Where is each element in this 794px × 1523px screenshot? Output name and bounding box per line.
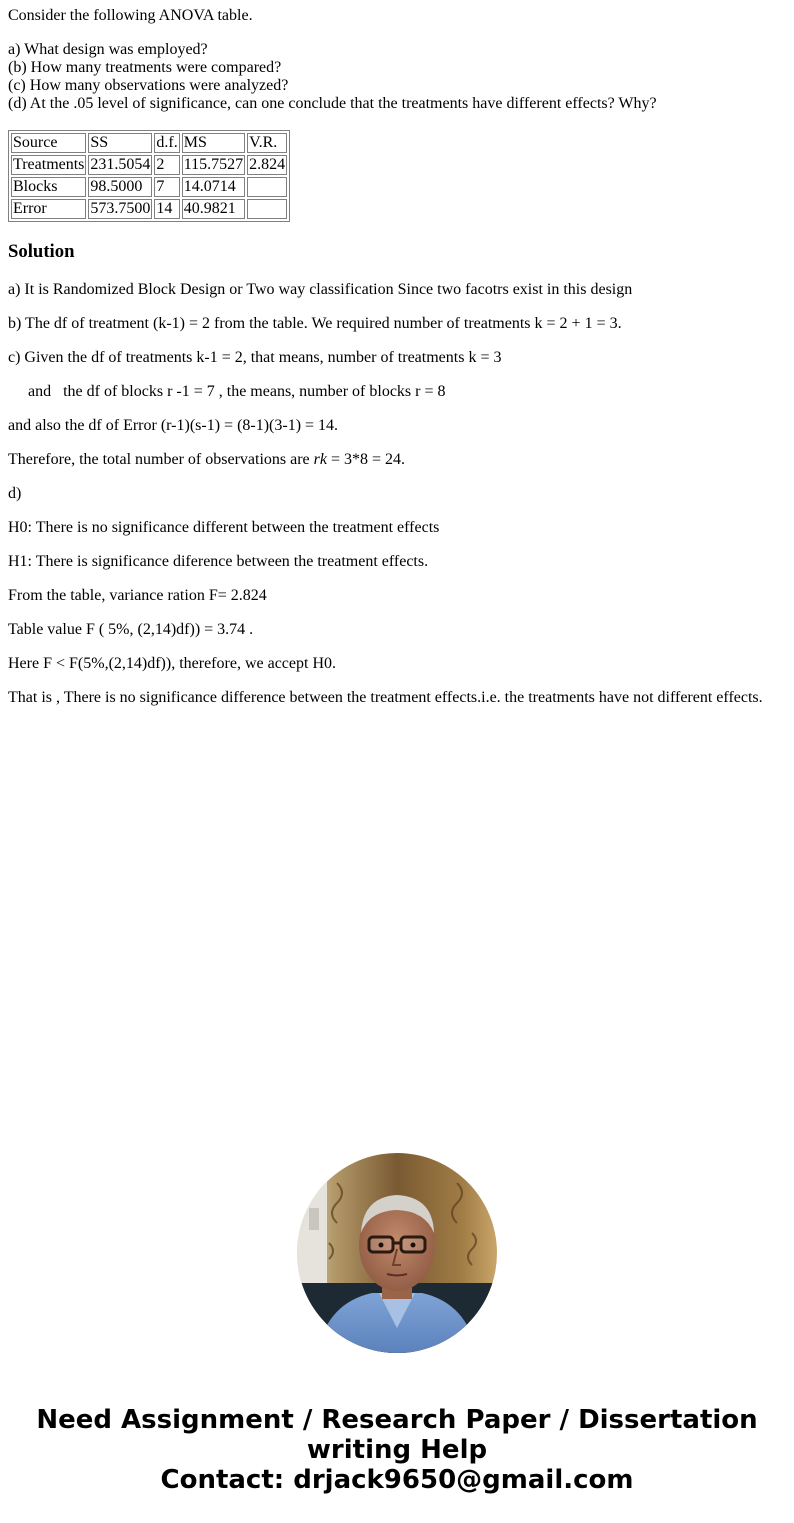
author-avatar: [297, 1153, 497, 1353]
table-cell: 98.5000: [88, 177, 152, 197]
total-suffix: = 3*8 = 24.: [326, 451, 406, 468]
table-header-row: [11, 133, 287, 153]
solution-part-b: b) The df of treatment (k-1) = 2 from the table. We required number of treatments k = 2 + 1 = 3.: [8, 315, 622, 332]
table-cell: Blocks: [11, 177, 86, 197]
solution-part-c: c) Given the df of treatments k-1 = 2, that means, number of treatments k = 3: [8, 349, 502, 366]
solution-part-c-error: and also the df of Error (r-1)(s-1) = (8-1)(3-1) = 14.: [8, 417, 339, 434]
header-cell-ss: SS: [88, 133, 152, 153]
table-cell: 7: [154, 177, 179, 197]
table-row: [11, 199, 287, 219]
table-cell: 115.7527: [183, 156, 244, 173]
total-symbol: rk: [313, 451, 327, 468]
promo-line-2: writing Help: [306, 1435, 488, 1465]
anova-table: [8, 130, 290, 222]
table-cell: [247, 199, 287, 219]
calculated-f: From the table, variance ration F= 2.824: [8, 587, 267, 604]
question-list: [8, 41, 657, 113]
table-cell: 14: [154, 199, 179, 219]
null-hypothesis: H0: There is no significance different between the treatment effects: [8, 519, 440, 536]
table-f: Table value F ( 5%, (2,14)df)) = 3.74 .: [8, 621, 254, 638]
question-item-b: (b) How many treatments were compared?: [8, 59, 282, 76]
promo-line-1: Need Assignment / Research Paper / Dissertation: [36, 1405, 758, 1435]
table-cell: Treatments: [13, 156, 85, 173]
total-prefix: Therefore, the total number of observations are: [8, 451, 314, 468]
solution-part-d: d): [8, 485, 22, 502]
table-row: [11, 155, 287, 175]
table-cell: 14.0714: [182, 177, 245, 197]
question-item-a: a) What design was employed?: [8, 41, 208, 58]
table-cell: Error: [11, 199, 86, 219]
header-cell-source: Source: [11, 133, 86, 153]
table-cell: [247, 177, 287, 197]
solution-part-a: a) It is Randomized Block Design or Two way classification Since two facotrs exist in this design: [8, 281, 633, 298]
table-cell: 2.824: [249, 156, 286, 173]
table-cell: 573.7500: [90, 200, 151, 217]
question-item-c: (c) How many observations were analyzed?: [8, 77, 289, 94]
question-item-d: (d) At the .05 level of significance, can one conclude that the treatments have different effects? Why?: [8, 95, 657, 112]
decision: Here F < F(5%,(2,14)df)), therefore, we accept H0.: [8, 655, 336, 672]
solution-part-c-blocks: and the df of blocks r -1 = 7 , the means, number of blocks r = 8: [28, 383, 446, 400]
promo-contact: Contact: drjack9650@gmail.com: [160, 1465, 634, 1495]
conclusion: That is , There is no significance difference between the treatment effects.i.e. the treatments have not different effects.: [8, 689, 763, 706]
table-cell: 2: [154, 155, 179, 175]
table-cell: 231.5054: [90, 156, 151, 173]
header-cell-df: d.f.: [156, 134, 178, 151]
header-cell-ms: MS: [182, 133, 245, 153]
table-row: [11, 177, 287, 197]
question-intro: Consider the following ANOVA table.: [8, 7, 253, 24]
alternative-hypothesis: H1: There is significance diference between the treatment effects.: [8, 553, 429, 570]
solution-part-c-total: [8, 451, 405, 469]
table-cell: 40.9821: [182, 199, 245, 219]
avatar-portrait-image: [297, 1153, 497, 1353]
solution-heading: Solution: [8, 241, 75, 262]
header-cell-vr: V.R.: [247, 133, 287, 153]
